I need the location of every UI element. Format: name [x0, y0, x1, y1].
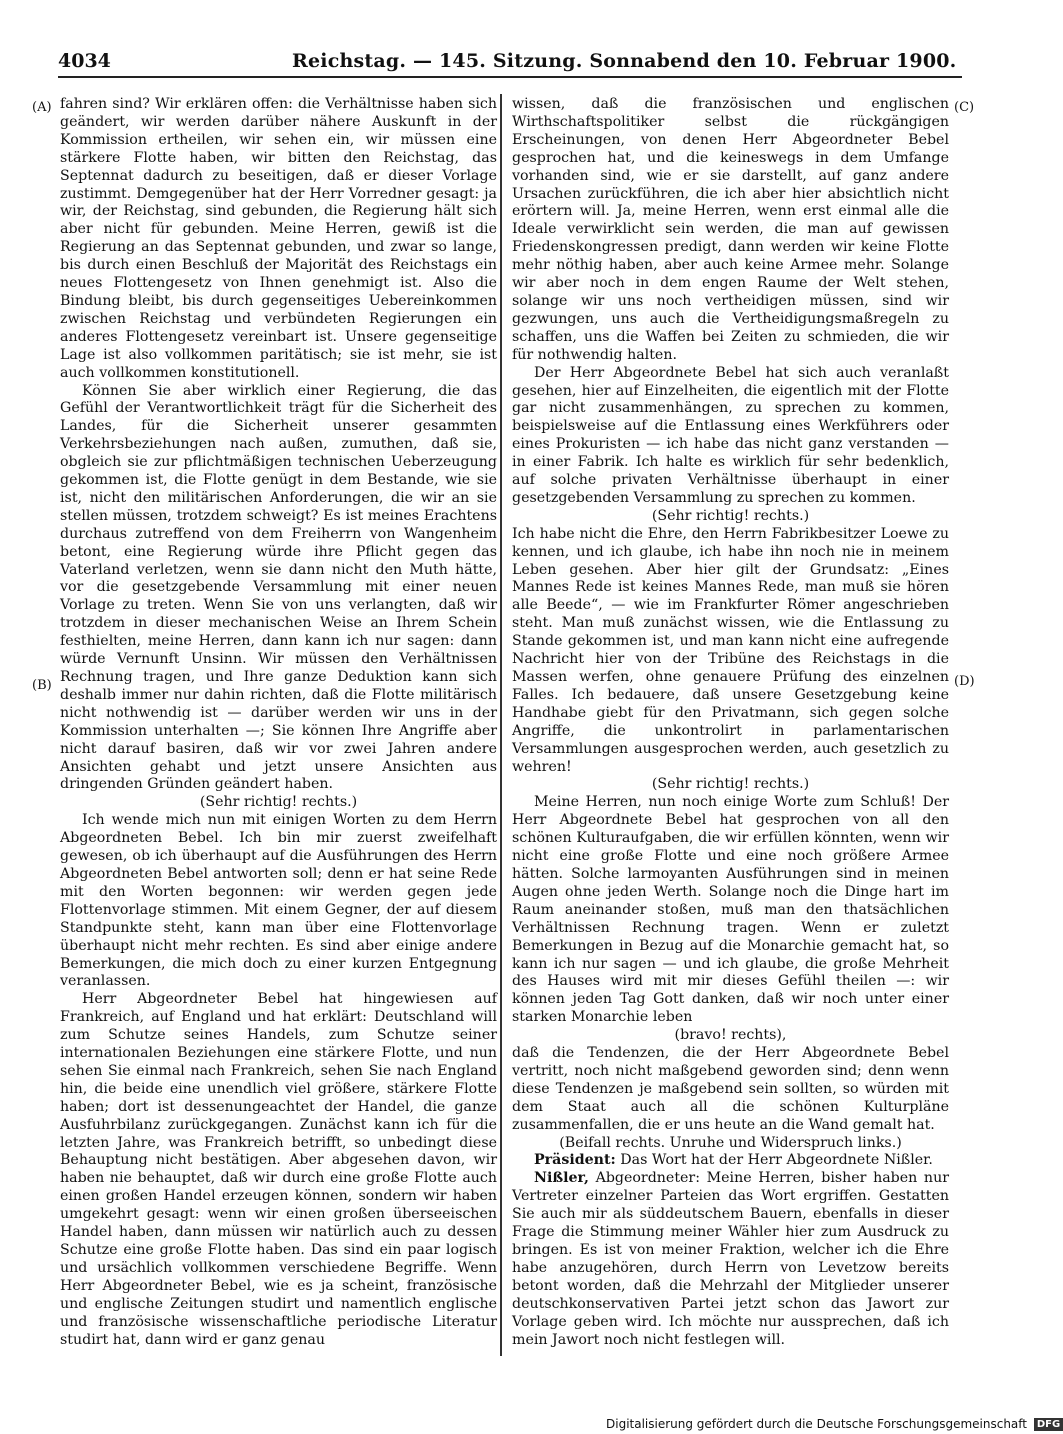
margin-mark-b: (B)	[32, 678, 52, 693]
paragraph-text: Das Wort hat der Herr Abgeordnete Nißler.	[615, 1152, 933, 1169]
paragraph-text: Herr Abgeordneter Bebel hat hingewiesen auf Frankreich, auf England und hat erklärt: Deutschland will zum Schutze seines Handels, zum Schutze seiner internationalen Beziehungen eine stärkere Flotte, und nun sehen Sie einmal nach Frankreich, sehen Sie nach England hin, die beide eine unendlich viel größere, stärkere Flotte haben; dort ist dessenungeachtet der Handel, die ganze Ausfuhrbilanz zurückgegangen. Zunächst kann ich für die letzten Jahre, was Frankreich betrifft, so unbedingt diese Behauptung nicht bestätigen. Aber abgesehen davon, wir haben nie behauptet, daß wir durch eine große Flotte auch einen großen Handel erzeugen können, sondern wir haben umgekehrt gesagt: wenn wir einen großen überseeischen Handel haben, dann müssen wir natürlich auch zu dessen Schutze eine große Flotte haben. Das sind ein paar logisch und ursächlich vollkommen verschiedene Begriffe. Wenn Herr Abgeordneter Bebel, wie es ja scheint, französische und englische Zeitungen studirt und namentlich englische und französische wissenschaftliche periodische Literatur studirt hat, dann wird er ganz genau	[60, 991, 497, 1348]
paragraph-text: Ich wende mich nun mit einigen Worten zu dem Herrn Abgeordneten Bebel. Ich bin mir zuerst zweifelhaft gewesen, ob ich überhaupt auf die Ausführungen des Herrn Abgeordneten Bebel antworten soll; denn er hat seine Rede mit den Worten begonnen: wir werden gegen jede Flottenvorlage stimmen. Mit einem Gegner, der auf diesem Standpunkte steht, kann man über eine Flottenvorlage überhaupt nicht mehr rechten. Es sind aber einige andere Bemerkungen, die mich doch zu einer kurzen Entgegnung veranlassen.	[60, 812, 497, 990]
paragraph	[60, 383, 497, 795]
paragraph	[60, 812, 497, 991]
paragraph-text: (Sehr richtig! rechts.)	[651, 507, 810, 524]
footer-credit	[606, 1417, 1063, 1431]
paragraph-text: Der Herr Abgeordnete Bebel hat sich auch veranlaßt gesehen, hier auf Einzelheiten, die eigentlich mit der Flotte gar nicht zusammenhängen, zu sprechen zu kommen, beispielsweise auf die Entlassung eines Werkführers oder eines Prokuristen — ich habe das nicht ganz verstanden — in einer Fabrik. Ich halte es wirklich für sehr bedenklich, auf solche privaten Verhältnisse überhaupt in einer gesetzgebenden Versammlung zu sprechen zu kommen.	[512, 364, 949, 506]
paragraph	[512, 1152, 949, 1170]
paragraph	[512, 1045, 949, 1135]
paragraph-text: Meine Herren, nun noch einige Worte zum Schluß! Der Herr Abgeordnete Bebel hat gesprochen von all den schönen Kulturaufgaben, die wir erfüllen könnten, wenn wir nicht eine große Flotte und eine noch größere Armee hätten. Solche larmoyanten Ausführungen sind in meinen Augen ohne jeden Werth. Solange noch die Dinge hart im Raum aneinander stoßen, muß man den thatsächlichen Verhältnissen Rechnung tragen. Wenn er zuletzt Bemerkungen in Bezug auf die Monarchie gemacht hat, so kann ich nur sagen — und ich glaube, die große Mehrheit des Hauses wird mit mir dieses Gefühl theilen —: wir können jeden Tag Gott danken, daß wir noch unter einer starken Monarchie leben	[512, 794, 949, 1026]
paragraph	[512, 526, 949, 777]
paragraph-text: (Beifall rechts. Unruhe und Widerspruch links.)	[559, 1134, 902, 1151]
page-header	[40, 50, 1000, 74]
margin-mark-c: (C)	[954, 100, 975, 115]
margin-mark-d: (D)	[954, 674, 975, 689]
interjection	[512, 776, 949, 794]
left-column	[60, 96, 497, 1349]
paragraph-text: (Sehr richtig! rechts.)	[199, 794, 358, 811]
page-number: 4034	[58, 50, 111, 72]
paragraph-text: Können Sie aber wirklich einer Regierung, die das Gefühl der Verantwortlichkeit trägt für die Sicherheit des Landes, für die Sicherheit unserer gesammten Verkehrsbeziehungen nach außen, zumuthen, daß sie, obgleich sie zur pflichtmäßigen technischen Ueberzeugung gekommen ist, die Flotte genügt in dem Bestande, wie sie ist, nicht den militärischen Anforderungen, die wir an sie stellen müssen, trotzdem schweigt? Es ist meines Erachtens durchaus zutreffend von dem Freiherrn von Wangenheim betont, eine Regierung würde ihre Pflicht gegen das Vaterland verletzen, wenn sie dann nicht den Muth hätte, vor die gesetzgebende Versammlung mit einer neuen Vorlage zu treten. Wenn Sie von uns verlangten, daß wir trotzdem in dieser mechanischen Weise an Ihrem Schein festhielten, meine Herren, dann kann ich nur sagen: dann würde Vernunft Unsinn. Wir müssen den Verhältnissen Rechnung tragen, und Ihre ganze Deduktion kann sich deshalb immer nur dahin richten, daß die Flotte militärisch nicht nothwendig ist — darüber werden wir uns in der Kommission unterhalten —; Sie können Ihre Angriffe aber nicht darauf basiren, daß wir vor zwei Jahren andere Ansichten gehabt und jetzt unsere Ansichten aus dringenden Gründen geändert haben.	[60, 382, 497, 793]
paragraph-text: fahren sind? Wir erklären offen: die Verhältnisse haben sich geändert, wir werden darüber nähere Auskunft in der Kommission ertheilen, wir sehen ein, wir müssen eine stärkere Flotte haben, wir bitten den Reichstag, das Septennat dadurch zu beseitigen, daß er dieser Vorlage zustimmt. Demgegenüber hat der Herr Vorredner gesagt: ja wir, der Reichstag, sind gebunden, die Regierung hält sich aber nicht für gebunden. Meine Herren, gewiß ist die Regierung an das Septennat gebunden, und zwar so lange, bis durch einen Beschluß der Majorität des Reichstags ein neues Flottengesetz von Ihnen genehmigt ist. Also die Bindung bleibt, bis durch gegenseitiges Uebereinkommen zwischen Reichstag und verbündeten Regierungen ein anderes Flottengesetz vereinbart ist. Unsere gegenseitige Lage ist also vollkommen paritätisch; sie ist mehr, sie ist auch vollkommen konstitutionell.	[60, 96, 497, 381]
header-rule	[58, 76, 962, 78]
column-divider	[500, 94, 502, 1356]
interjection	[60, 794, 497, 812]
paragraph-text: (bravo! rechts),	[674, 1027, 787, 1044]
paragraph	[512, 365, 949, 508]
paragraph	[60, 96, 497, 383]
paragraph-text: Abgeordneter: Meine Herren, bisher haben nur Vertreter einzelner Parteien das Wort ergriffen. Gestatten Sie auch mir als süddeutschem Bauern, ebenfalls in dieser Frage die Stimmung meiner Wähler hier zum Ausdruck zu bringen. Es ist von meiner Fraktion, welcher ich die Ehre habe anzugehören, durch Herrn von Levetzow bereits betont worden, daß die Mehrzahl der Mitglieder unserer deutschkonservativen Partei jetzt schon das Jawort zur Vorlage geben wird. Ich möchte nur aussprechen, daß ich mein Jawort noch nicht festlegen will.	[512, 1170, 949, 1348]
interjection	[512, 1027, 949, 1045]
interjection	[512, 508, 949, 526]
paragraph	[512, 96, 949, 365]
dfg-logo: DFG	[1034, 1418, 1063, 1431]
paragraph-text: daß die Tendenzen, die der Herr Abgeordnete Bebel vertritt, noch nicht maßgebend geworden sind; denn wenn diese Tendenzen je maßgebend sein sollten, so würden mit dem Staat auch all die schönen Kulturpläne zusammenfallen, die er uns heute an die Wand gemalt hat.	[512, 1045, 949, 1133]
running-title: Reichstag. — 145. Sitzung. Sonnabend den 10. Februar 1900.	[292, 50, 957, 72]
right-column	[512, 96, 949, 1349]
speaker-name: Nißler,	[534, 1170, 589, 1187]
paragraph-text: wissen, daß die französischen und englischen Wirthschaftspolitiker selbst die rückgängigen Erscheinungen, von denen Herr Abgeordneter Bebel gesprochen hat, und die keineswegs in dem Umfange vorhanden sind, wie er sie darstellt, auf ganz andere Ursachen zurückführen, die ich aber hier absichtlich nicht erörtern will. Ja, meine Herren, wenn erst einmal alle die Ideale verwirklicht sein werden, die man auf gewissen Friedenskongressen predigt, dann werden wir keine Flotte mehr nöthig haben, aber auch keine Armee mehr. Solange wir aber noch in dem engen Raume der Welt stehen, solange wir uns noch vertheidigen müssen, sind wir gezwungen, uns auch die Vertheidigungsmaßregeln zu schaffen, uns die Waffen bei Zeiten zu schmieden, die wir für nothwendig halten.	[512, 96, 949, 363]
paragraph	[60, 991, 497, 1349]
paragraph	[512, 794, 949, 1027]
speaker-name: Präsident:	[534, 1152, 616, 1169]
footer-text: Digitalisierung gefördert durch die Deutsche Forschungsgemeinschaft	[606, 1417, 1028, 1431]
interjection	[512, 1135, 949, 1153]
paragraph	[512, 1170, 949, 1349]
margin-mark-a: (A)	[32, 100, 52, 115]
paragraph-text: Ich habe nicht die Ehre, den Herrn Fabrikbesitzer Loewe zu kennen, und ich glaube, ich habe ihn noch nie in meinem Leben gesehen. Aber hier gilt der Grundsatz: „Eines Mannes Rede ist keines Mannes Rede, man muß sie hören alle Beede“, — wie im Frankfurter Römer angeschrieben steht. Man muß zunächst wissen, wie die Entlassung zu Stande gekommen ist, und man kann nicht eine aufregende Nachricht hier von der Tribüne des Reichstags in die Massen werfen, ohne genauere Prüfung des einzelnen Falles. Ich bedauere, daß unsere Gesetzgebung keine Handhabe giebt für den Privatmann, sich gegen solche Angriffe, die unkontrolirt in parlamentarischen Versammlungen ausgesprochen werden, auch gesetzlich zu wehren!	[512, 525, 949, 775]
paragraph-text: (Sehr richtig! rechts.)	[651, 776, 810, 793]
